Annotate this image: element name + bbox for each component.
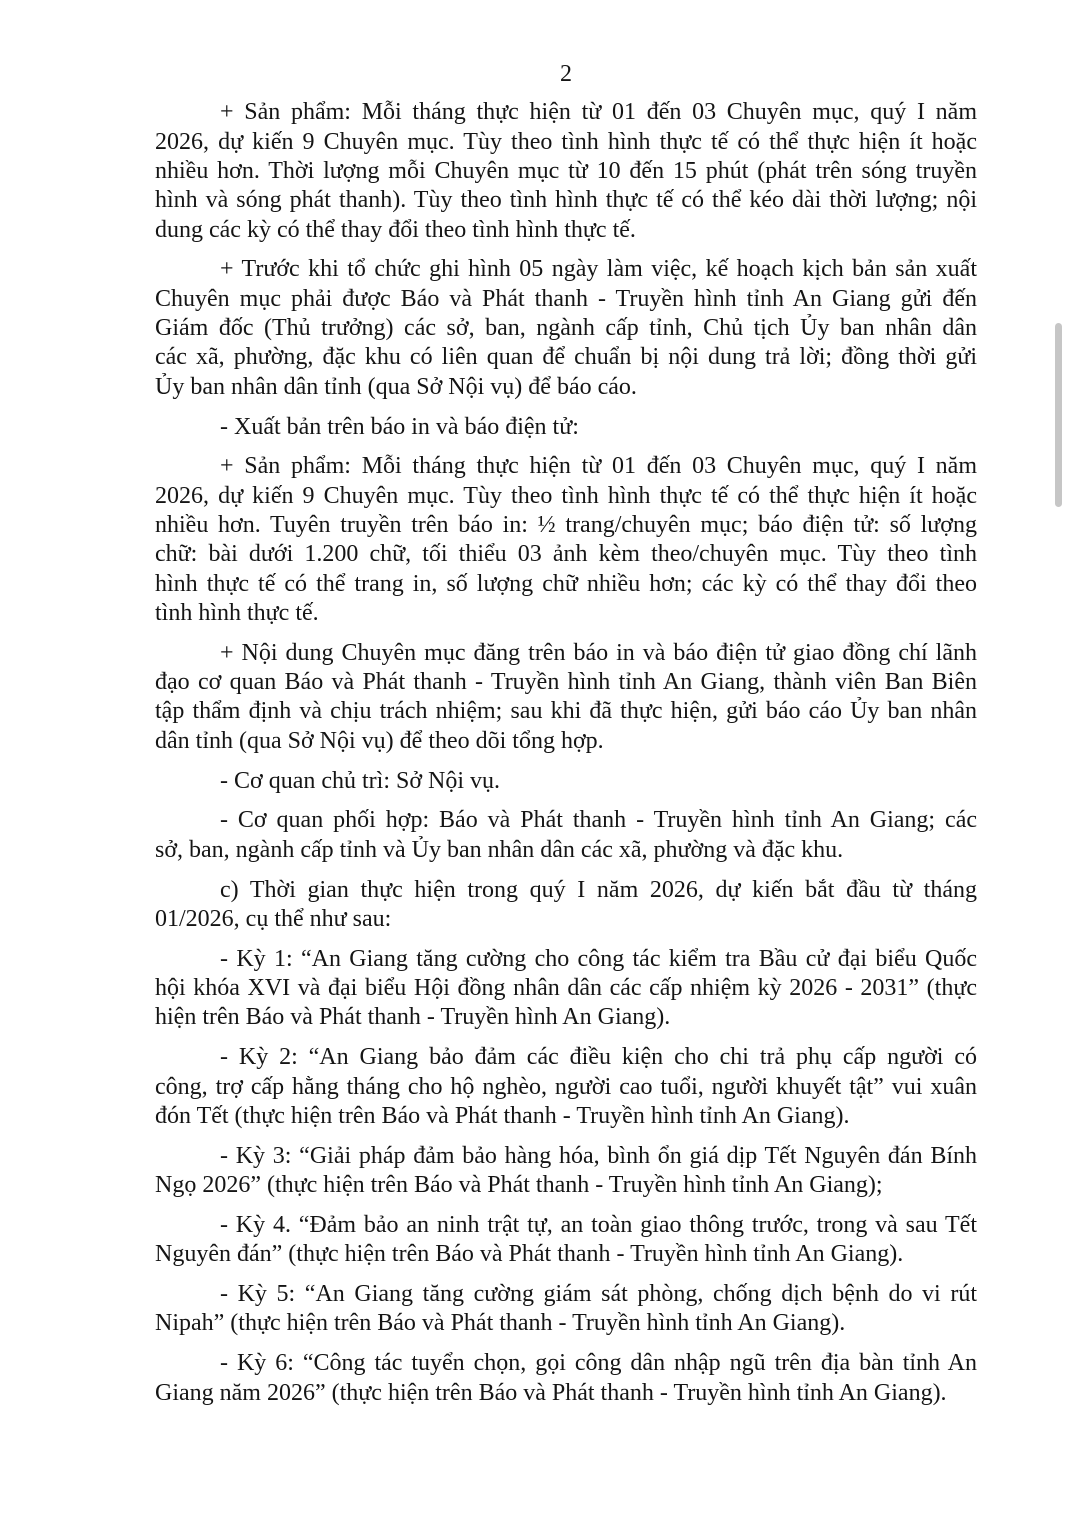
text-line: - Cơ quan phối hợp: Báo và Phát thanh - Truyền hình tỉnh An Giang; các xyxy=(220,807,977,834)
text-line: - Kỳ 1: “An Giang tăng cường cho công tác kiểm tra Bầu cử đại biểu Quốc xyxy=(220,945,977,972)
text-line: Nguyên đán” (thực hiện trên Báo và Phát thanh - Truyền hình tỉnh An Giang). xyxy=(155,1241,904,1268)
text-line: Ngọ 2026” (thực hiện trên Báo và Phát thanh - Truyền hình tỉnh An Giang); xyxy=(155,1172,883,1199)
text-line: - Xuất bản trên báo in và báo điện tử: xyxy=(220,413,579,440)
text-line: chữ: bài dưới 1.200 chữ, tối thiểu 03 ảnh kèm theo/chuyên mục. Tùy theo tình xyxy=(155,541,977,568)
text-line: - Kỳ 4. “Đảm bảo an ninh trật tự, an toàn giao thông trước, trong và sau Tết xyxy=(220,1211,977,1238)
paragraph-print-content-review xyxy=(155,639,977,756)
text-line: Giang năm 2026” (thực hiện trên Báo và Phát thanh - Truyền hình tỉnh An Giang). xyxy=(155,1379,947,1406)
paragraph-print-publication-heading xyxy=(155,413,977,442)
document-body xyxy=(155,98,977,1408)
text-line: - Kỳ 5: “An Giang tăng cường giám sát phòng, chống dịch bệnh do vi rút xyxy=(220,1281,977,1308)
text-line: + Sản phẩm: Mỗi tháng thực hiện từ 01 đến 03 Chuyên mục, quý I năm xyxy=(220,99,977,126)
paragraph-episode-6 xyxy=(155,1349,977,1408)
text-line: sở, ban, ngành cấp tỉnh và Ủy ban nhân dân các xã, phường và đặc khu. xyxy=(155,836,844,863)
paragraph-lead-agency xyxy=(155,767,977,796)
page-number: 2 xyxy=(560,61,572,87)
text-line: - Cơ quan chủ trì: Sở Nội vụ. xyxy=(220,767,501,794)
text-line: c) Thời gian thực hiện trong quý I năm 2026, dự kiến bắt đầu từ tháng xyxy=(220,876,977,903)
text-line: - Kỳ 3: “Giải pháp đảm bảo hàng hóa, bình ổn giá dịp Tết Nguyên đán Bính xyxy=(220,1142,977,1169)
text-line: Chuyên mục phải được Báo và Phát thanh - Truyền hình tỉnh An Giang gửi đến xyxy=(155,285,977,312)
text-line: dung các kỳ có thể thay đổi theo tình hình thực tế. xyxy=(155,216,636,243)
paragraph-schedule xyxy=(155,876,977,935)
paragraph-episode-2 xyxy=(155,1043,977,1131)
paragraph-coordinating-agency xyxy=(155,806,977,865)
text-line: các xã, phường, đặc khu có liên quan để chuẩn bị nội dung trả lời; đồng thời gửi xyxy=(155,344,977,371)
text-line: + Trước khi tổ chức ghi hình 05 ngày làm việc, kế hoạch kịch bản sản xuất xyxy=(220,256,977,283)
text-line: 2026, dự kiến 9 Chuyên mục. Tùy theo tình hình thực tế có thể thực hiện ít hoặc xyxy=(155,128,977,155)
text-line: - Kỳ 6: “Công tác tuyển chọn, gọi công dân nhập ngũ trên địa bàn tỉnh An xyxy=(220,1350,977,1377)
text-line: Giám đốc (Thủ trưởng) các sở, ban, ngành cấp tỉnh, Chủ tịch Ủy ban nhân dân xyxy=(155,315,977,342)
text-line: - Kỳ 2: “An Giang bảo đảm các điều kiện cho chi trả phụ cấp người có xyxy=(220,1044,977,1071)
text-line: 01/2026, cụ thể như sau: xyxy=(155,905,392,932)
text-line: tập thẩm định và chịu trách nhiệm; sau khi đã thực hiện, gửi báo cáo Ủy ban nhân xyxy=(155,698,977,725)
text-line: công, trợ cấp hằng tháng cho hộ nghèo, người cao tuổi, người khuyết tật” vui xuân xyxy=(155,1073,977,1100)
text-line: dân tỉnh (qua Sở Nội vụ) để theo dõi tổng hợp. xyxy=(155,727,604,754)
text-line: + Sản phẩm: Mỗi tháng thực hiện từ 01 đến 03 Chuyên mục, quý I năm xyxy=(220,453,977,480)
text-line: Nipah” (thực hiện trên Báo và Phát thanh - Truyền hình tỉnh An Giang). xyxy=(155,1310,846,1337)
text-line: Ủy ban nhân dân tỉnh (qua Sở Nội vụ) để báo cáo. xyxy=(155,373,637,400)
text-line: hình và sóng phát thanh). Tùy theo tình hình thực tế có thể kéo dài thời lượng; nội xyxy=(155,187,977,214)
paragraph-episode-4 xyxy=(155,1211,977,1270)
paragraph-print-product xyxy=(155,452,977,628)
paragraph-episode-1 xyxy=(155,945,977,1033)
text-line: hình thực tế có thể trang in, số lượng chữ nhiều hơn; các kỳ có thể thay đổi theo xyxy=(155,570,977,597)
paragraph-script-plan xyxy=(155,255,977,401)
scrollbar-thumb[interactable] xyxy=(1055,323,1062,507)
text-line: nhiều hơn. Tuyên truyền trên báo in: ½ trang/chuyên mục; báo điện tử: số lượng xyxy=(155,511,977,538)
paragraph-episode-5 xyxy=(155,1280,977,1339)
text-line: đón Tết (thực hiện trên Báo và Phát thanh - Truyền hình tỉnh An Giang). xyxy=(155,1102,850,1129)
text-line: tình hình thực tế. xyxy=(155,599,319,626)
text-line: đạo cơ quan Báo và Phát thanh - Truyền hình tỉnh An Giang, thành viên Ban Biên xyxy=(155,669,977,696)
text-line: hiện trên Báo và Phát thanh - Truyền hình An Giang). xyxy=(155,1004,671,1031)
text-line: + Nội dung Chuyên mục đăng trên báo in và báo điện tử giao đồng chí lãnh xyxy=(220,639,977,666)
text-line: 2026, dự kiến 9 Chuyên mục. Tùy theo tình hình thực tế có thể thực hiện ít hoặc xyxy=(155,482,977,509)
paragraph-episode-3 xyxy=(155,1142,977,1201)
text-line: nhiều hơn. Thời lượng mỗi Chuyên mục từ 10 đến 15 phút (phát trên sóng truyền xyxy=(155,157,977,184)
text-line: hội khóa XVI và đại biểu Hội đồng nhân dân các cấp nhiệm kỳ 2026 - 2031” (thực xyxy=(155,975,977,1002)
paragraph-broadcast-product xyxy=(155,98,977,244)
